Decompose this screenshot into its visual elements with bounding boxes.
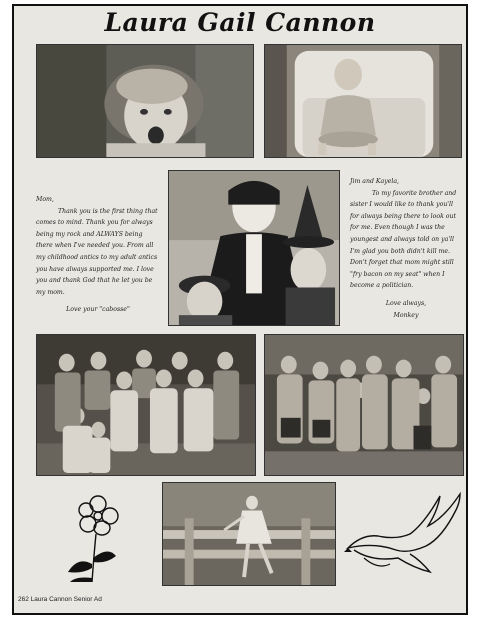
letter-to-mom-body: Thank you is the first thing that comes to mind. Thank you for always being my rock and ALWAYS being there when I've needed you. From all my childhood antics to my adult antics you have always supported me. I love you and thank God that he let you be my mom.	[36, 207, 158, 296]
flower-illustration	[58, 494, 132, 584]
letter-to-siblings-closing: Love always,	[385, 299, 427, 307]
letter-to-siblings	[350, 176, 462, 321]
photo-halloween-costumes	[168, 170, 340, 326]
dove-illustration	[344, 488, 464, 578]
page-footer: 262 Laura Cannon Senior Ad	[18, 596, 102, 603]
photo-toddler-face	[36, 44, 254, 158]
photo-baby-chair	[264, 44, 462, 158]
photo-girl-on-fence	[162, 482, 336, 586]
photo-family-outdoors	[264, 334, 464, 476]
letter-to-siblings-body: To my favorite brother and sister I would like to thank you'll for always being there to look out for me. Even though I was the youngest and always told on ya'll I'm glad you both didn't kill me. Don't forget that mom might still "fry bacon on my seat" when I become a politician.	[350, 189, 457, 290]
letter-to-siblings-greeting: Jim and Kayela,	[350, 178, 399, 185]
page-title: Laura Gail Cannon	[104, 8, 376, 37]
letter-to-mom-greeting: Mom,	[36, 196, 54, 203]
letter-to-siblings-signature: Monkey	[393, 311, 419, 319]
letter-to-mom	[36, 194, 160, 316]
photo-family-group	[36, 334, 256, 476]
senior-ad-page	[12, 4, 468, 615]
letter-to-mom-closing: Love your "cabosse"	[66, 306, 130, 314]
